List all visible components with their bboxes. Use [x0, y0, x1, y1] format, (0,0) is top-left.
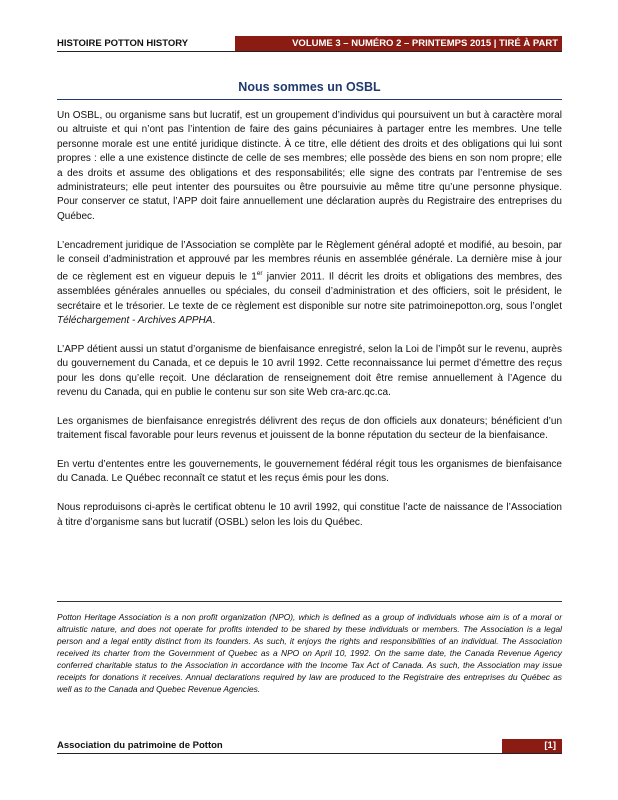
- paragraph-reglement: [57, 239, 562, 329]
- footnote-divider: [57, 601, 562, 602]
- paragraph-bienfaisance-status: L’APP détient aussi un statut d’organisme de bienfaisance enregistré, selon la Loi de l’impôt sur le revenu, auprès du gouvernement du Canada, et ce depuis le 10 avril 1992. Cette reconnaissance lui permet d’émettre des reçus pour les dons qu’elle reçoit. Une déclaration de renseignement doit être remise annuellement à l’Agence du revenu du Canada, qui en publie le contenu sur son site Web cra-arc.qc.ca.: [57, 343, 562, 399]
- article-title: Nous sommes un OSBL: [238, 80, 381, 94]
- publication-title: HISTOIRE POTTON HISTORY: [57, 38, 189, 49]
- page-header: [57, 36, 562, 52]
- association-name: Association du patrimoine de Potton: [57, 740, 223, 751]
- page-number: [1]: [502, 739, 562, 753]
- issue-banner: VOLUME 3 – NUMÉRO 2 – PRINTEMPS 2015 | TIRÉ À PART: [235, 36, 562, 51]
- paragraph-certificate: Nous reproduisons ci-après le certificat obtenu le 10 avril 1992, qui constitue l’acte de naissance de l’Association à titre d’organisme sans but lucratif (OSBL) selon les lois du Québec.: [57, 502, 562, 528]
- paragraph-osbl-definition: Un OSBL, ou organisme sans but lucratif, est un groupement d’individus qui poursuivent un but à caractère moral ou altruiste et qui n’ont pas l’intention de faire des gains pécuniaires à partager entre les membres. Une telle personne morale est une entité juridique distincte. À ce titre, elle détient des droits et des obligations qui lui sont propres : elle a une existence distincte de celle de ses membres; elle possède des biens en son nom propre; elle a des droits et assume des obligations et des responsabilités; elle signe des contrats par l’entremise de ses administrateurs; elle peut intenter des poursuites ou être poursuivie au même titre qu’une personne physique. Pour conserver ce statut, l’APP doit faire annuellement une déclaration auprès du Registraire des entreprises du Québec.: [57, 110, 562, 222]
- english-summary: Potton Heritage Association is a non profit organization (NPO), which is defined as a group of individuals whose aim is of a moral or altruistic nature, and does not operate for profits intended to be shared by these individuals or members. The Association is a legal person and a legal entity distinct from its founders. As such, it enjoys the rights and responsibilities of an individual. The Association received its charter from the Government of Quebec as a NPO on April 10, 1992. On the same date, the Canada Revenue Agency conferred charitable status to the Association in accordance with the Income Tax Act of Canada. As such, the Association may issue receipts for donations it receives. Annual declarations required by law are produced to the Registraire des entreprises du Québec as well as to the Canada and Quebec Revenue Agencies.: [57, 612, 562, 694]
- title-divider: [57, 99, 562, 100]
- archive-tab-name: Téléchargement - Archives APPHA: [57, 315, 213, 326]
- paragraph-receipts: Les organismes de bienfaisance enregistrés délivrent des reçus de don officiels aux donateurs; bénéficient d’un traitement fiscal favorable pour leurs revenus et jouissent de la bonne réputation du secteur de la bienfaisance.: [57, 415, 562, 442]
- article-body: [57, 109, 562, 544]
- page-footer: [57, 739, 562, 754]
- paragraph-text: .: [212, 315, 216, 326]
- paragraph-governments: En vertu d’ententes entre les gouvernements, le gouvernement fédéral régit tous les organismes de bienfaisance du Canada. Le Québec reconnaît ce statut et les reçus émis pour les dons.: [57, 459, 562, 485]
- superscript: er: [256, 270, 263, 278]
- paragraph-text: L’encadrement juridique de l’Association se complète par le Règlement général adopté et modifié, au besoin, par le conseil d’administration et approuvé par les membres réunis en assemblée générale. La dernière mise à jour de ce règlement est en vigueur depuis le 1: [57, 239, 562, 283]
- paragraph-text: janvier 2011. Il décrit les droits et obligations des membres, des assemblées générales annuelles ou spéciales, du conseil d’administration et des officiers, soit le président, le secrétaire et le trésorier. Le texte de ce règlement est disponible sur notre site patrimoinepotton.org, sous l’onglet: [57, 271, 563, 312]
